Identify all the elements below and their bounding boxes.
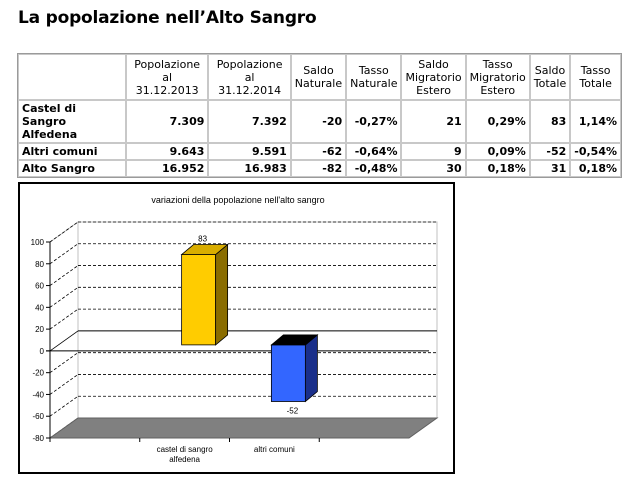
- header-text: Saldo Migratorio Estero: [405, 57, 462, 97]
- row-label: Alto Sangro: [18, 160, 126, 177]
- bar-side: [305, 335, 317, 402]
- table-header-cell: [570, 54, 621, 100]
- table-header-cell: [530, 54, 570, 100]
- table-header-cell: [126, 54, 208, 100]
- chart-back-wall: [78, 222, 437, 418]
- table-cell: 21: [401, 100, 465, 143]
- y-tick-label: -40: [32, 390, 44, 400]
- table-cell: 1,14%: [570, 100, 621, 143]
- row-label: [18, 100, 126, 143]
- y-tick-label: 80: [35, 259, 44, 269]
- population-table: [17, 53, 622, 178]
- table-cell: 0,18%: [570, 160, 621, 177]
- header-text: Tasso Naturale: [350, 64, 398, 90]
- table-row: [18, 100, 621, 143]
- row-label: Altri comuni: [18, 143, 126, 160]
- table-cell: -82: [291, 160, 346, 177]
- bar-front: [271, 345, 305, 402]
- table-cell: -0,48%: [346, 160, 401, 177]
- table-cell: -0,54%: [570, 143, 621, 160]
- table-cell: 9: [401, 143, 465, 160]
- header-text: Saldo Totale: [533, 64, 567, 90]
- y-tick-label: -80: [32, 434, 44, 443]
- chart-side-wall: [50, 222, 78, 438]
- bar-side: [216, 245, 228, 345]
- y-tick-label: -60: [32, 412, 44, 422]
- table-header-cell: [291, 54, 346, 100]
- table-cell: 0,18%: [466, 160, 530, 177]
- header-text: Popolazione al 31.12.2014: [216, 57, 283, 97]
- chart-floor: [50, 418, 437, 438]
- table-cell: -0,64%: [346, 143, 401, 160]
- chart-title: variazioni della popolazione nell'alto sangro: [151, 195, 325, 205]
- x-tick-label: altri comuni: [253, 445, 295, 454]
- table-cell: 83: [530, 100, 570, 143]
- table-cell: 31: [530, 160, 570, 177]
- table-cell: 9.643: [126, 143, 208, 160]
- page-title: La popolazione nell’Alto Sangro: [18, 8, 317, 28]
- header-text: Tasso Totale: [579, 64, 612, 90]
- table-cell: -62: [291, 143, 346, 160]
- table-cell: -20: [291, 100, 346, 143]
- table-row: [18, 143, 621, 160]
- y-tick-label: 20: [35, 325, 44, 335]
- x-tick-label: castel di sangro: [156, 445, 213, 454]
- bar-front: [182, 255, 216, 345]
- row-label-text: Castel di Sangro Alfedena: [22, 102, 78, 141]
- y-tick-label: 40: [35, 303, 44, 313]
- header-text: Tasso Migratorio Estero: [469, 57, 526, 97]
- table-cell: 7.309: [126, 100, 208, 143]
- x-tick-label: alfedena: [169, 455, 200, 464]
- table-cell: 0,29%: [466, 100, 530, 143]
- chart-frame: [18, 182, 455, 474]
- table-cell: 30: [401, 160, 465, 177]
- y-tick-label: 100: [30, 238, 44, 247]
- header-text: Popolazione al 31.12.2013: [134, 57, 201, 97]
- y-tick-label: -20: [32, 368, 44, 378]
- table-cell: 0,09%: [466, 143, 530, 160]
- table-cell: 9.591: [208, 143, 290, 160]
- table-header-cell: [18, 54, 126, 100]
- table-row: [18, 160, 621, 177]
- table-header-cell: [346, 54, 401, 100]
- y-tick-label: 60: [35, 281, 44, 291]
- y-tick-label: 0: [39, 346, 44, 356]
- table-header-cell: [401, 54, 465, 100]
- table-cell: -52: [530, 143, 570, 160]
- table-cell: 7.392: [208, 100, 290, 143]
- table-cell: -0,27%: [346, 100, 401, 143]
- table-header-row: [18, 54, 621, 100]
- data-label: -52: [286, 406, 299, 416]
- data-label: 83: [198, 234, 208, 244]
- table-header-cell: [208, 54, 290, 100]
- table-header-cell: [466, 54, 530, 100]
- table-cell: 16.952: [126, 160, 208, 177]
- table-cell: 16.983: [208, 160, 290, 177]
- bar-chart: [20, 184, 457, 476]
- header-text: Saldo Naturale: [294, 64, 343, 90]
